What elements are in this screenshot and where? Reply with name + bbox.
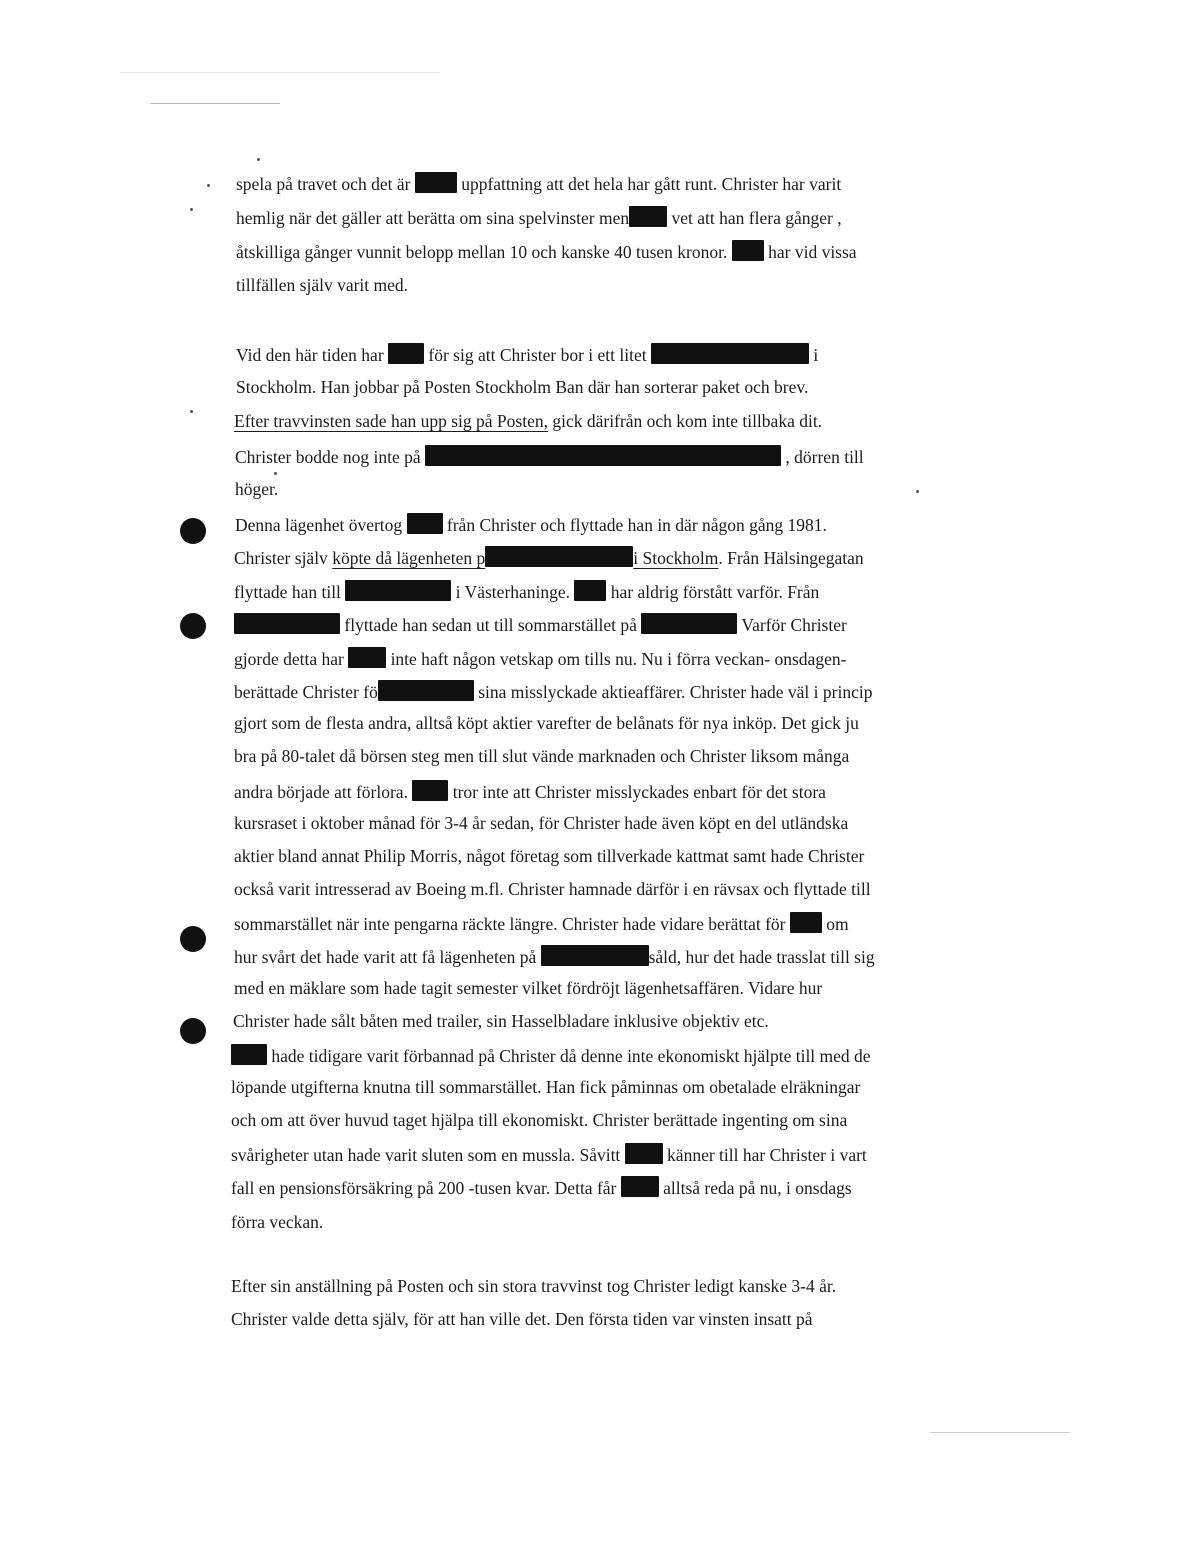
- text-segment: Varför Christer: [737, 615, 847, 635]
- text-segment: svårigheter utan hade varit sluten som en mussla. Såvitt: [231, 1145, 625, 1165]
- text-segment: sommarstället när inte pengarna räckte längre. Christer hade vidare berättat för: [234, 914, 790, 934]
- text-line: [236, 343, 818, 365]
- text-line: [231, 1212, 323, 1232]
- text-segment: bra på 80-talet då börsen steg men till slut vände marknaden och Christer liksom många: [234, 746, 850, 766]
- redaction-block: [407, 513, 443, 534]
- scan-artifact-line-top: [120, 72, 440, 73]
- text-line: [231, 1143, 867, 1165]
- redaction-block: [231, 1044, 267, 1065]
- underlined-text: köpte då lägenheten p: [332, 548, 486, 568]
- redaction-block: [345, 580, 451, 601]
- scan-speck: [190, 410, 193, 413]
- redaction-block: [541, 945, 649, 966]
- text-segment: berättade Christer fö: [234, 682, 378, 702]
- text-segment: , dörren till: [781, 447, 864, 467]
- text-line: [231, 1044, 871, 1066]
- scan-artifact-line: [150, 103, 280, 104]
- text-segment: aktier bland annat Philip Morris, något företag som tillverkade kattmat samt hade Christer: [234, 846, 865, 866]
- text-line: [231, 1176, 852, 1198]
- text-line: [236, 172, 841, 194]
- text-segment: sina misslyckade aktieaffärer. Christer hade väl i princip: [473, 682, 873, 702]
- text-line: [231, 1276, 836, 1296]
- text-line: [236, 377, 808, 397]
- text-segment: Efter sin anställning på Posten och sin stora travvinst tog Christer ledigt kanske 3-4 år.: [231, 1276, 837, 1296]
- text-segment: löpande utgifterna knutna till sommarstället. Han fick påminnas om obetalade elräkningar: [231, 1077, 861, 1097]
- scan-artifact-line-bottom: [930, 1432, 1070, 1433]
- redaction-block: [732, 240, 764, 261]
- text-line: [234, 912, 849, 934]
- text-segment: Christer bodde nog inte på: [235, 447, 426, 467]
- text-segment: känner till har Christer i vart: [662, 1145, 867, 1165]
- text-line: [234, 780, 826, 802]
- scan-speck: [207, 184, 210, 187]
- text-line: [235, 445, 864, 467]
- text-line: [234, 580, 819, 602]
- redaction-block: [790, 912, 822, 933]
- text-segment: tillfällen själv varit med.: [236, 275, 409, 295]
- redaction-block: [415, 172, 457, 193]
- scan-speck: [190, 208, 193, 211]
- text-segment: har aldrig förstått varför. Från: [606, 582, 820, 602]
- redaction-block: [412, 780, 448, 801]
- binder-hole: [180, 613, 206, 639]
- text-line: [234, 879, 871, 899]
- text-line: [234, 846, 864, 866]
- text-segment: Christer själv: [234, 548, 333, 568]
- text-segment: för sig att Christer bor i ett litet: [424, 345, 652, 365]
- text-segment: Stockholm. Han jobbar på Posten Stockholm Ban där han sorterar paket och brev.: [236, 377, 809, 397]
- text-segment: såld, hur det hade trasslat till sig: [648, 947, 875, 967]
- text-line: [231, 1110, 847, 1130]
- scan-speck: [274, 472, 277, 475]
- redaction-block: [234, 613, 340, 634]
- text-segment: förra veckan.: [231, 1212, 324, 1232]
- redaction-block: [641, 613, 737, 634]
- text-line: [233, 1011, 769, 1031]
- text-line: [234, 746, 849, 766]
- text-segment: flyttade han sedan ut till sommarstället på: [340, 615, 642, 635]
- text-segment: gick därifrån och kom inte tillbaka dit.: [547, 411, 823, 431]
- redaction-block: [621, 1176, 659, 1197]
- text-line: [234, 680, 872, 702]
- redaction-block: [388, 343, 424, 364]
- text-segment: . Från Hälsingegatan: [718, 548, 864, 568]
- text-segment: i: [809, 345, 819, 365]
- text-segment: från Christer och flyttade han in där någon gång 1981.: [442, 515, 827, 535]
- underlined-text: Efter travvinsten sade han upp sig på Posten,: [234, 411, 548, 431]
- text-segment: fall en pensionsförsäkring på 200 -tusen kvar. Detta får: [231, 1178, 621, 1198]
- text-segment: och om att över huvud taget hjälpa till ekonomiskt. Christer berättade ingenting om sina: [231, 1110, 848, 1130]
- text-segment: med en mäklare som hade tagit semester vilket fördröjt lägenhetsaffären. Vidare hur: [234, 978, 823, 998]
- text-line: [234, 713, 859, 733]
- text-segment: Denna lägenhet övertog: [235, 515, 407, 535]
- text-line: [234, 813, 848, 833]
- binder-hole: [180, 926, 206, 952]
- text-segment: Christer hade sålt båten med trailer, sin Hasselbladare inklusive objektiv etc.: [233, 1011, 769, 1031]
- redaction-block: [425, 445, 781, 466]
- redaction-block: [574, 580, 606, 601]
- text-segment: spela på travet och det är: [236, 174, 415, 194]
- text-line: [236, 240, 857, 262]
- text-segment: i Västerhaninge.: [451, 582, 575, 602]
- text-segment: inte haft någon vetskap om tills nu. Nu i förra veckan- onsdagen-: [386, 649, 847, 669]
- text-segment: Vid den här tiden har: [236, 345, 389, 365]
- redaction-block: [378, 680, 474, 701]
- text-line: [234, 647, 846, 669]
- scan-speck: [916, 490, 919, 493]
- redaction-block: [625, 1143, 663, 1164]
- text-segment: har vid vissa: [763, 242, 857, 262]
- text-segment: höger.: [235, 479, 279, 499]
- text-segment: om: [821, 914, 849, 934]
- text-segment: Christer valde detta själv, för att han ville det. Den första tiden var vinsten insatt på: [231, 1309, 813, 1329]
- scan-speck: [257, 158, 260, 161]
- text-segment: uppfattning att det hela har gått runt. Christer har varit: [456, 174, 842, 194]
- text-line: [236, 206, 842, 228]
- underlined-text: i Stockholm: [633, 548, 719, 568]
- text-segment: hur svårt det hade varit att få lägenheten på: [234, 947, 541, 967]
- text-segment: flyttade han till: [234, 582, 346, 602]
- text-line: [234, 411, 822, 431]
- text-line: [236, 275, 408, 295]
- text-segment: hemlig när det gäller att berätta om sina spelvinster men: [236, 208, 630, 228]
- text-segment: åtskilliga gånger vunnit belopp mellan 10 och kanske 40 tusen kronor.: [236, 242, 732, 262]
- text-line: [234, 945, 875, 967]
- text-line: [231, 1077, 860, 1097]
- text-segment: gjort som de flesta andra, alltså köpt aktier varefter de belånats för nya inköp. Det gick ju: [234, 713, 859, 733]
- text-segment: alltså reda på nu, i onsdags: [658, 1178, 852, 1198]
- text-segment: gjorde detta har: [234, 649, 349, 669]
- text-segment: kursraset i oktober månad för 3-4 år sedan, för Christer hade även köpt en del utländska: [234, 813, 849, 833]
- text-segment: tror inte att Christer misslyckades enbart för det stora: [448, 782, 826, 802]
- text-line: [235, 479, 278, 499]
- text-segment: hade tidigare varit förbannad på Christer då denne inte ekonomiskt hjälpte till med de: [267, 1046, 871, 1066]
- redaction-block: [485, 546, 633, 567]
- text-line: [234, 978, 822, 998]
- redaction-block: [629, 206, 667, 227]
- text-segment: andra började att förlora.: [234, 782, 413, 802]
- text-line: [235, 513, 827, 535]
- redaction-block: [651, 343, 809, 364]
- text-line: [234, 546, 864, 568]
- text-line: [231, 1309, 813, 1329]
- binder-hole: [180, 1018, 206, 1044]
- redaction-block: [348, 647, 386, 668]
- text-segment: vet att han flera gånger ,: [667, 208, 842, 228]
- text-line: [234, 613, 847, 635]
- binder-hole: [180, 518, 206, 544]
- text-segment: också varit intresserad av Boeing m.fl. Christer hamnade därför i en rävsax och flyttade till: [234, 879, 871, 899]
